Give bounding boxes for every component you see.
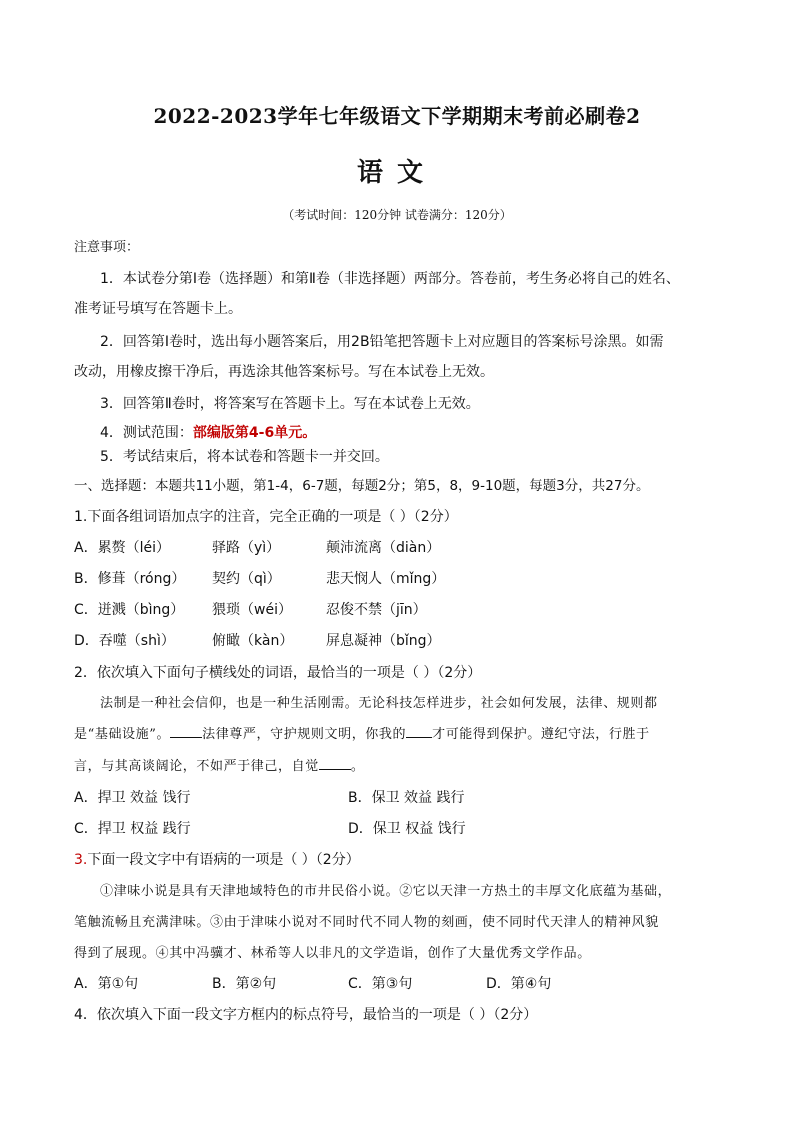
notice-heading: 注意事项： <box>74 240 140 255</box>
q2-passage-line-3 <box>74 755 364 774</box>
q2-option-a: A．捍卫 效益 饯行 <box>74 790 191 806</box>
q2-blank-1 <box>170 725 202 738</box>
q2-passage-text-a: 是“基础设施”。 <box>74 727 171 742</box>
q1-option-b-word-2: 契约（qì） <box>212 571 281 587</box>
notice-item-2-line-1: 2．回答第Ⅰ卷时，选出每小题答案后，用2B铅笔把答题卡上对应题目的答案标号涂黑。如需 <box>100 334 664 350</box>
q3-passage-line-3: 得到了展现。④其中冯骥才、林希等人以非凡的文学造诣，创作了大量优秀文学作品。 <box>74 946 591 961</box>
exam-info: （考试时间：120分钟 试卷满分：120分） <box>282 208 512 222</box>
question-3-stem <box>74 849 360 869</box>
q3-option-d: D．第④句 <box>486 976 552 992</box>
notice-item-5: 5．考试结束后，将本试卷和答题卡一并交回。 <box>100 449 389 465</box>
q1-option-c-word-2: 猥琐（wéi） <box>212 602 292 618</box>
q3-option-a: A．第①句 <box>74 976 139 992</box>
test-scope: 部编版第4-6单元。 <box>192 425 317 441</box>
q2-passage-text-c: 才可能得到保护。遵纪守法，行胜于 <box>432 727 650 742</box>
notice-item-4-prefix: 4．测试范围： <box>100 425 193 441</box>
notice-item-1-line-1: 1．本试卷分第Ⅰ卷（选择题）和第Ⅱ卷（非选择题）两部分。答卷前，考生务必将自己的姓名、 <box>100 271 680 287</box>
question-1-stem: 1.下面各组词语加点字的注音，完全正确的一项是（ ）（2分） <box>74 509 458 525</box>
q3-passage-line-2: 笔触流畅且充满津味。③由于津味小说对不同时代不同人物的刻画，使不同时代天津人的精神风貌 <box>74 915 659 930</box>
notice-item-4 <box>100 422 316 442</box>
q2-blank-3 <box>319 757 351 770</box>
q1-option-a-word-2: 驿路（yì） <box>212 540 281 556</box>
q1-option-d-word-2: 俯瞰（kàn） <box>212 633 294 649</box>
question-3-stem-text: 下面一段文字中有语病的一项是（ ）（2分） <box>87 852 360 868</box>
q3-passage-line-1: ①津味小说是具有天津地域特色的市井民俗小说。②它以天津一方热土的丰厚文化底蕴为基础， <box>100 884 672 899</box>
question-2-stem: 2．依次填入下面句子横线处的词语，最恰当的一项是（ ）（2分） <box>74 665 482 681</box>
subject-title: 语文 <box>356 158 437 188</box>
q3-option-c: C．第③句 <box>348 976 413 992</box>
q2-passage-text-e: 。 <box>350 759 365 774</box>
q2-option-b: B．保卫 效益 践行 <box>348 790 465 806</box>
section-1-heading: 一、选择题：本题共11小题，第1-4，6-7题，每题2分；第5，8，9-10题，每题3分，共27分。 <box>74 478 650 494</box>
q1-option-d-word-1: D．吞噬（shì） <box>74 633 175 649</box>
q1-option-c-word-3: 忍俊不禁（jīn） <box>326 602 427 618</box>
notice-item-1-line-2: 准考证号填写在答题卡上。 <box>74 301 242 317</box>
q1-option-a-word-3: 颠沛流离（diàn） <box>326 540 441 556</box>
notice-item-2-line-2: 改动，用橡皮擦干净后，再选涂其他答案标号。写在本试卷上无效。 <box>74 364 494 380</box>
q2-option-d: D．保卫 权益 饯行 <box>348 821 466 837</box>
q1-option-d-word-3: 屏息凝神（bǐng） <box>326 633 441 649</box>
q3-option-b: B．第②句 <box>212 976 277 992</box>
q2-blank-2 <box>406 725 432 738</box>
q1-option-b-word-3: 悲天悯人（mǐng） <box>326 571 446 587</box>
exam-title: 2022-2023学年七年级语文下学期期末考前必刷卷2 <box>153 104 641 128</box>
q1-option-c-word-1: C．迸溅（bìng） <box>74 602 185 618</box>
q1-option-b-word-1: B．修葺（róng） <box>74 571 186 587</box>
question-3-number: 3. <box>74 852 88 868</box>
q2-passage-text-b: 法律尊严，守护规则文明，你我的 <box>202 727 407 742</box>
q2-option-c: C．捍卫 权益 践行 <box>74 821 191 837</box>
question-4-stem: 4．依次填入下面一段文字方框内的标点符号，最恰当的一项是（ ）（2分） <box>74 1007 538 1023</box>
q2-passage-line-2 <box>74 723 650 742</box>
notice-item-3: 3．回答第Ⅱ卷时，将答案写在答题卡上。写在本试卷上无效。 <box>100 396 480 412</box>
q1-option-a-word-1: A．累赘（léi） <box>74 540 170 556</box>
q2-passage-text-d: 言，与其高谈阔论，不如严于律己，自觉 <box>74 759 319 774</box>
q2-passage-line-1: 法制是一种社会信仰，也是一种生活刚需。无论科技怎样进步，社会如何发展，法律、规则都 <box>100 696 658 711</box>
